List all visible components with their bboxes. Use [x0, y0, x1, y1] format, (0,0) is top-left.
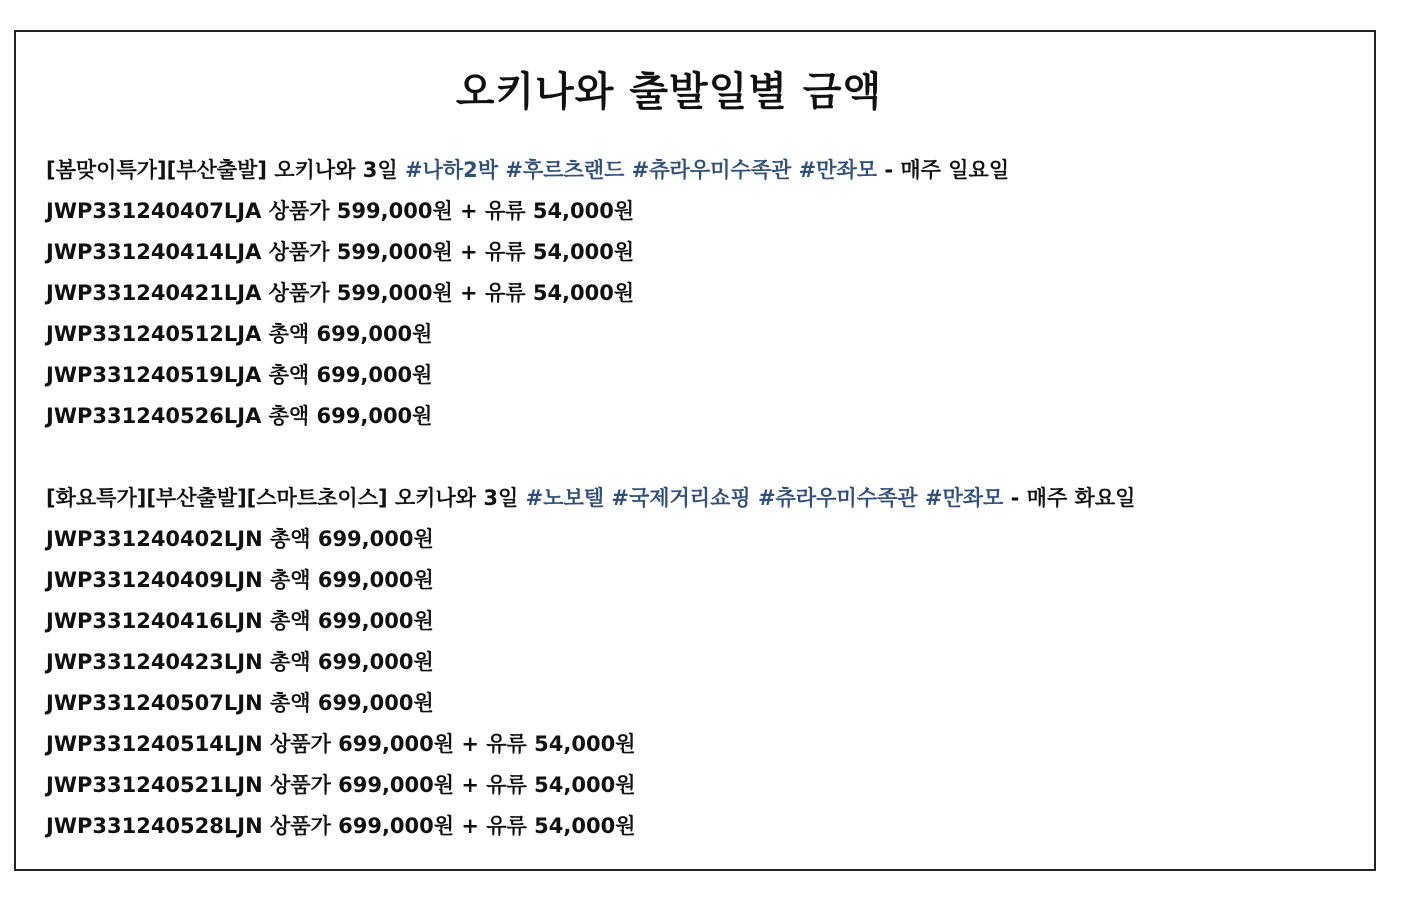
departure-row: JWP331240423LJN 총액 699,000원 — [46, 650, 434, 674]
departure-row: JWP331240514LJN 상품가 699,000원 + 유류 54,000원 — [46, 732, 636, 756]
section-sunday-departures — [46, 150, 1346, 437]
departure-row: JWP331240507LJN 총액 699,000원 — [46, 691, 434, 715]
section-header — [46, 478, 1346, 519]
departure-row: JWP331240512LJA 총액 699,000원 — [46, 322, 433, 346]
departure-row: JWP331240519LJA 총액 699,000원 — [46, 363, 433, 387]
departure-row: JWP331240521LJN 상품가 699,000원 + 유류 54,000원 — [46, 773, 636, 797]
header-suffix: - 매주 화요일 — [1003, 486, 1136, 510]
departure-row: JWP331240421LJA 상품가 599,000원 + 유류 54,000원 — [46, 281, 635, 305]
departure-row: JWP331240414LJA 상품가 599,000원 + 유류 54,000원 — [46, 240, 635, 264]
departure-row: JWP331240407LJA 상품가 599,000원 + 유류 54,000원 — [46, 199, 635, 223]
section-header — [46, 150, 1346, 191]
departure-row: JWP331240528LJN 상품가 699,000원 + 유류 54,000원 — [46, 814, 636, 838]
header-prefix: [화요특가][부산출발][스마트초이스] 오키나와 3일 — [46, 486, 526, 510]
price-notice-frame — [14, 30, 1376, 871]
section-tuesday-departures — [46, 478, 1346, 847]
page-title: 오키나와 출발일별 금액 — [455, 69, 883, 115]
header-tags: #노보텔 #국제거리쇼핑 #츄라우미수족관 #만좌모 — [525, 486, 1004, 510]
header-tags: #나하2박 #후르츠랜드 #츄라우미수족관 #만좌모 — [404, 158, 878, 182]
header-suffix: - 매주 일요일 — [877, 158, 1010, 182]
departure-row: JWP331240526LJA 총액 699,000원 — [46, 404, 433, 428]
departure-row: JWP331240409LJN 총액 699,000원 — [46, 568, 434, 592]
departure-row: JWP331240416LJN 총액 699,000원 — [46, 609, 434, 633]
header-prefix: [봄맞이특가][부산출발] 오키나와 3일 — [46, 158, 405, 182]
departure-row: JWP331240402LJN 총액 699,000원 — [46, 527, 434, 551]
